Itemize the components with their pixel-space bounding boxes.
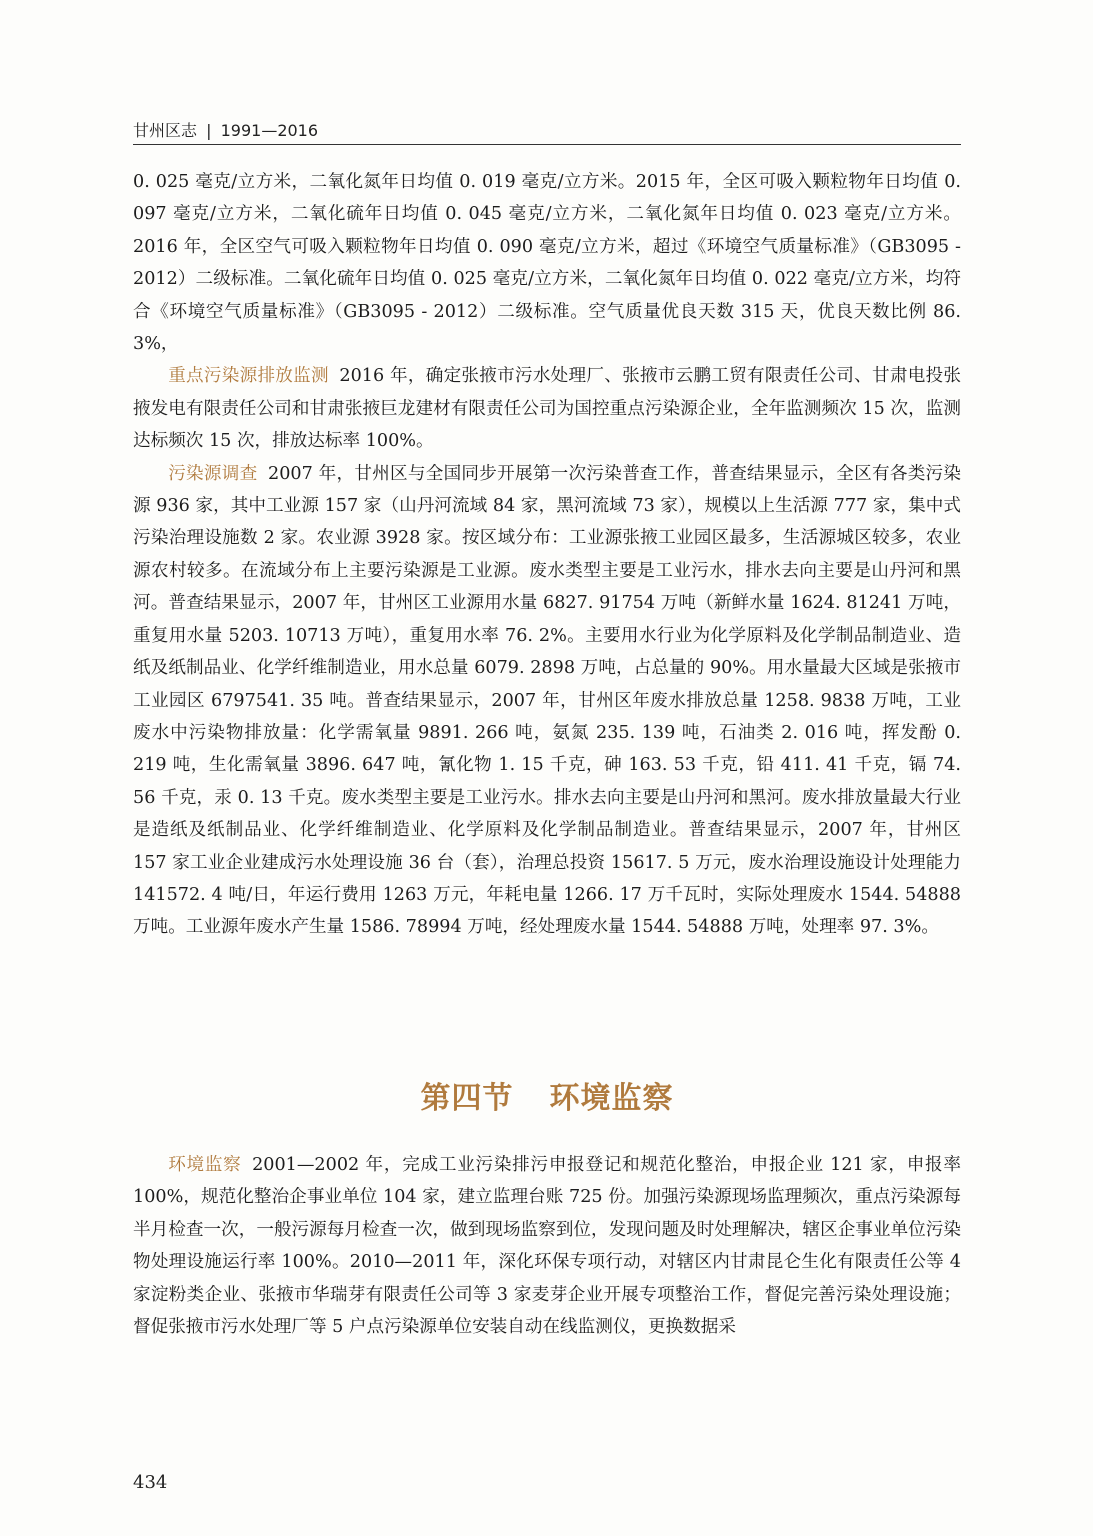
continued-paragraph: 0. 025 毫克/立方米，二氧化氮年日均值 0. 019 毫克/立方米。2015 年，全区可吸入颗粒物年日均值 0. 097 毫克/立方米，二氧化硫年日均值 0. 045 毫克/立方米，二氧化氮年日均值 0. 023 毫克/立方米。2016 年，全区空气可吸入颗粒物年日均值 0. 090 毫克/立方米，超过《环境空气质量标准》（GB3095 - 2012）二级标准。二氧化硫年日均值 0. 025 毫克/立方米，二氧化氮年日均值 0. 022 毫克/立方米，均符合《环境空气质量标准》（GB3095 - 2012）二级标准。空气质量优良天数 315 天，优良天数比例 86. 3%， (133, 172, 961, 355)
paragraph-text: 2016 年，确定张掖市污水处理厂、张掖市云鹏工贸有限责任公司、甘肃电投张掖发电有限责任公司和甘肃张掖巨龙建材有限责任公司为国控重点污染源企业，全年监测频次 15 次，监测达标频次 15 次，排放达标率 100%。 (133, 366, 961, 452)
page-number: 434 (133, 1472, 168, 1493)
header-years: 1991—2016 (220, 121, 319, 140)
section-name: 环境监察 (549, 1081, 674, 1116)
paragraph-text: 2007 年，甘州区与全国同步开展第一次污染普查工作，普查结果显示，全区有各类污染源 936 家，其中工业源 157 家（山丹河流域 84 家，黑河流域 73 家），规模以上生活源 777 家，集中式污染治理设施数 2 家。农业源 3928 家。按区域分布：工业源张掖工业园区最多，生活源城区较多，农业源农村较多。在流域分布上主要污染源是工业源。废水类型主要是工业污水，排水去向主要是山丹河和黑河。普查结果显示，2007 年，甘州区工业源用水量 6827. 91754 万吨（新鲜水量 1624. 81241 万吨，重复用水量 5203. 10713 万吨），重复用水率 76. 2%。主要用水行业为化学原料及化学制品制造业、造纸及纸制品业、化学纤维制造业，用水总量 6079. 2898 万吨，占总量的 90%。用水量最大区域是张掖市工业园区 6797541. 35 吨。普查结果显示，2007 年，甘州区年废水排放总量 1258. 9838 万吨，工业废水中污染物排放量：化学需氧量 9891. 266 吨，氨氮 235. 139 吨，石油类 2. 016 吨，挥发酚 0. 219 吨，生化需氧量 3896. 647 吨，氰化物 1. 15 千克，砷 163. 53 千克，铅 411. 41 千克，镉 74. 56 千克，汞 0. 13 千克。废水类型主要是工业污水。排水去向主要是山丹河和黑河。废水排放量最大行业是造纸及纸制品业、化学纤维制造业、化学原料及化学制品制造业。普查结果显示，2007 年，甘州区 157 家工业企业建成污水处理设施 36 台（套），治理总投资 15617. 5 万元，废水治理设施设计处理能力 141572. 4 吨/日，年运行费用 1263 万元，年耗电量 1266. 17 万千瓦时，实际处理废水 1544. 54888 万吨。工业源年废水产生量 1586. 78994 万吨，经处理废水量 1544. 54888 万吨，处理率 97. 3%。 (133, 463, 961, 938)
paragraph-environmental-supervision (133, 1149, 961, 1343)
header-rule (133, 144, 961, 145)
paragraph-lead: 污染源调查 (168, 463, 258, 484)
paragraph-lead: 环境监察 (168, 1155, 242, 1175)
paragraph-pollution-survey (133, 458, 961, 944)
section-number: 第四节 (420, 1081, 514, 1116)
running-header (133, 118, 961, 144)
paragraph-key-pollution-monitoring (133, 360, 961, 457)
header-separator: | (206, 121, 212, 140)
paragraph-text: 2001—2002 年，完成工业污染排污申报登记和规范化整治，申报企业 121 家，申报率 100%，规范化整治企事业单位 104 家，建立监理台账 725 份。加强污染源现场监理频次，重点污染源每半月检查一次，一般污源每月检查一次，做到现场监察到位，发现问题及时处理解决，辖区企事业单位污染物处理设施运行率 100%。2010—2011 年，深化环保专项行动，对辖区内甘肃昆仑生化有限责任公等 4 家淀粉类企业、张掖市华瑞芽有限责任公司等 3 家麦芽企业开展专项整治工作，督促完善污染处理设施；督促张掖市污水处理厂等 5 户点污染源单位安装自动在线监测仪，更换数据采 (133, 1155, 961, 1338)
lower-text-block (133, 1149, 961, 1343)
section-title (133, 1076, 961, 1122)
book-title: 甘州区志 (133, 121, 198, 140)
upper-text-block (133, 166, 961, 944)
paragraph-lead: 重点污染源排放监测 (168, 366, 329, 387)
